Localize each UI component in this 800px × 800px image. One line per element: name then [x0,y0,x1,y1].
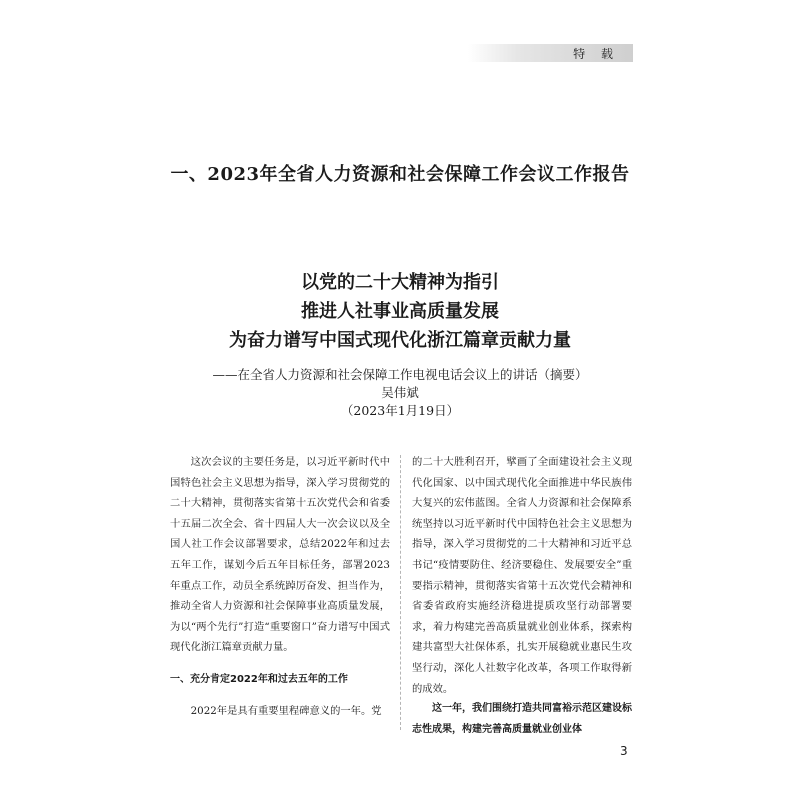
section-header-label: 特 载 [573,47,619,61]
right-column [412,452,632,740]
subtitle: ——在全省人力资源和社会保障工作电视电话会议上的讲话（摘要） [212,367,588,382]
article-subtitle-block [0,366,800,420]
author: 吴伟斌 [381,385,419,400]
article-title [0,268,800,355]
title-line-1: 以党的二十大精神为指引 [301,272,499,293]
right-paragraph-1: 的二十大胜利召开，擘画了全面建设社会主义现代化国家、以中国式现代化全面推进中华民族伟大复兴的宏伟蓝图。全省人力资源和社会保障系统坚持以习近平新时代中国特色社会主义思想为指导，深入学习贯彻党的二十大精神和习近平总书记“疫情要防住、经济要稳住、发展要安全”重要指示精神，贯彻落实省第十五次党代会精神和省委省政府实施经济稳进提质攻坚行动部署要求，着力构建完善高质量就业创业体系，探索构建共富型大社保体系，扎实开展稳就业惠民生攻坚行动，深化人社数字化改革，各项工作取得新的成效。 [412,456,632,695]
title-line-3: 为奋力谱写中国式现代化浙江篇章贡献力量 [229,330,571,351]
section-title: 一、2023年全省人力资源和社会保障工作会议工作报告 [170,164,630,185]
left-column [170,452,390,721]
date: （2023年1月19日） [340,403,460,418]
left-paragraph-1: 这次会议的主要任务是，以习近平新时代中国特色社会主义思想为指导，深入学习贯彻党的二十大精神，贯彻落实省第十五次党代会和省委十五届二次全会、省十四届人大一次会议以及全国人社工作会议部署要求，总结2022年和过去五年工作，谋划今后五年目标任务，部署2023年重点工作，动员全系统踔厉奋发、担当作为，推动全省人力资源和社会保障事业高质量发展，为以“两个先行”打造“重要窗口”奋力谱写中国式现代化浙江篇章贡献力量。 [170,456,390,654]
column-divider [400,455,401,730]
left-paragraph-2: 2022年是具有重要里程碑意义的一年。党 [190,704,382,717]
right-paragraph-2: 这一年，我们围绕打造共同富裕示范区建设标志性成果，构建完善高质量就业创业体 [412,703,632,735]
section-heading-1: 一、充分肯定2022年和过去五年的工作 [170,673,348,685]
section-header-band [468,44,633,62]
title-line-2: 推进人社事业高质量发展 [301,301,499,322]
page-number: 3 [620,744,628,758]
